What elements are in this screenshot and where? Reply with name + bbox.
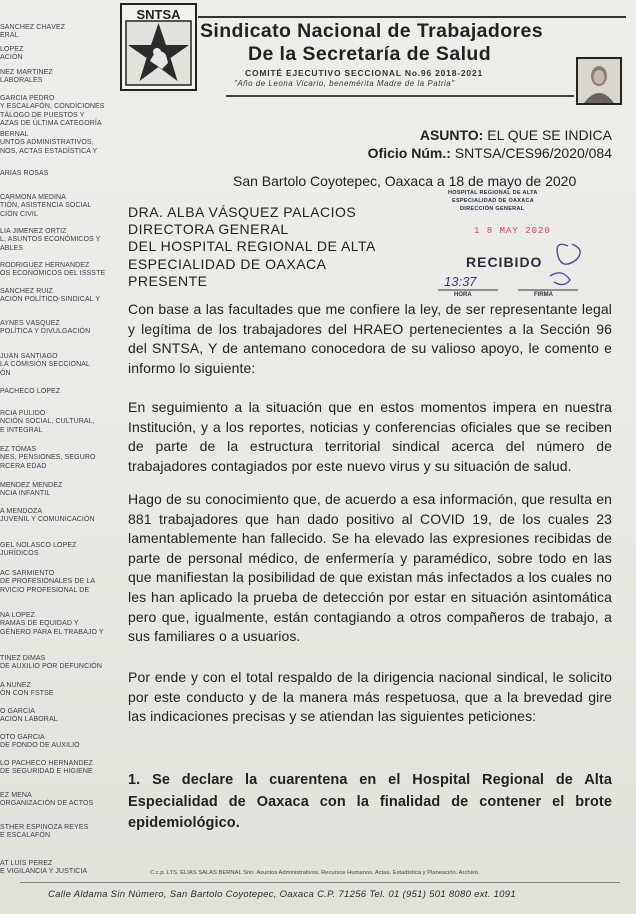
- side-name-entry: PACHECO LÓPEZ: [0, 388, 61, 395]
- side-name-entry: EZ MENA ORGANIZACIÓN DE ACTOS: [0, 792, 94, 808]
- paragraph-intro: Con base a las facultades que me confiere la ley, de ser representante legal y legítima de los trabajadores del HRAEO pertenecientes a la Sección 96 del SNTSA, Y de antemano conocedora de su valioso apoyo, le comento e informo lo siguiente:: [128, 301, 612, 376]
- side-name-entry: NEZ MARTÍNEZ LABORALES: [0, 69, 53, 85]
- side-name-entry: ARIAS ROSAS: [0, 170, 49, 177]
- side-name-entry: STHER ESPINOZA REYES E ESCALAFÓN: [0, 824, 89, 840]
- header-committee: COMITÉ EJECUTIVO SECCIONAL No.96 2018-2021: [245, 68, 483, 78]
- stamp-line2: ESPECIALIDAD DE OAXACA: [452, 198, 535, 204]
- header-title-line1: Sindicato Nacional de Trabajadores: [200, 20, 544, 42]
- side-name-entry: LO PACHECO HERNÁNDEZ DE SEGURIDAD E HIGIENE: [0, 760, 93, 776]
- stamp-firma-label: FIRMA: [534, 292, 553, 298]
- logo-text: SNTSA: [136, 7, 181, 22]
- addressee-block: [128, 204, 376, 290]
- asunto-label: ASUNTO:: [419, 127, 484, 143]
- portrait-icon: [578, 59, 620, 103]
- stamp-date: 1 8 MAY 2020: [474, 226, 551, 236]
- union-logo: [120, 3, 197, 91]
- addressee-line: PRESENTE: [128, 272, 208, 289]
- side-name-entry: AC SARMIENTO DE PROFESIONALES DE LA RVICIO PROFESIONAL DE: [0, 570, 96, 594]
- side-name-entry: GARCÍA PEDRO Y ESCALAFÓN, CONDICIONES TÁLOGO DE PUESTOS Y AZAS DE ÚLTIMA CATEGORÍA: [0, 95, 105, 128]
- portrait-photo: [576, 57, 622, 105]
- side-name-entry: A MENDOZA JUVENIL Y COMUNICACIÓN: [0, 508, 95, 524]
- side-name-entry: AT LUIS PÉREZ E VIGILANCIA Y JUSTICIA: [0, 860, 88, 876]
- side-name-entry: JUAN SANTIAGO LA COMISIÓN SECCIONAL ÓN: [0, 353, 91, 377]
- side-name-entry: NA LÓPEZ RAMAS DE EQUIDAD Y GÉNERO PARA EL TRABAJO Y: [0, 612, 104, 636]
- side-name-entry: SÁNCHEZ CHÁVEZ ERAL: [0, 24, 66, 40]
- paragraph-context: En seguimiento a la situación que en estos momentos impera en nuestra Institución, y a los reportes, noticias y conferencias oficiales que se reciben de parte de la estructura territorial sindical acerca del número de trabajadores contagiados por este nuevo virus y su situación de salud.: [128, 399, 612, 474]
- asunto-value: EL QUE SE INDICA: [487, 127, 612, 143]
- addressee-line: ESPECIALIDAD DE OAXACA: [128, 255, 327, 272]
- petition-item-1: 1. Se declare la cuarentena en el Hospital Regional de Alta Especialidad de Oaxaca con la finalidad de contener el brote epidemiológico.: [128, 772, 612, 831]
- side-name-entry: OTO GARCÍA DE FONDO DE AUXILIO: [0, 734, 80, 750]
- side-name-entry: GEL NOLASCO LÓPEZ JURÍDICOS: [0, 542, 77, 558]
- stamp-line3: DIRECCIÓN GENERAL: [460, 206, 525, 212]
- oficio-label: Oficio Núm.:: [367, 145, 451, 161]
- side-name-entry: MÉNDEZ MÉNDEZ NCIA INFANTIL: [0, 482, 63, 498]
- paragraph-report: Hago de su conocimiento que, de acuerdo a esa información, que resulta en 881 trabajadores que han dado positivo al COVID 19, de los cuales 23 lamentablemente han fallecido. Se ha elevado las expresiones recibidas de parte de personal médico, de enfermería y paramédico, sobre todo en las que manifiestan la posibilidad de que existan más infectados a los cuales no les han aplicado la prueba de detección por estar en situación asintomática pero que, igualmente, están contagiando a otros compañeros de trabajo, a sus familiares o a usuarios.: [128, 491, 612, 645]
- side-name-entry: RCÍA PULIDO NCIÓN SOCIAL, CULTURAL, E INTEGRAL: [0, 410, 95, 434]
- header-bottom-rule: [226, 95, 574, 97]
- stamp-time: 13:37: [444, 274, 477, 289]
- side-name-entry: EZ TOMÁS NES, PENSIONES, SEGURO RCERA EDAD: [0, 446, 96, 470]
- signature-scribble-icon: [418, 186, 598, 301]
- stamp-hora-label: HORA: [454, 292, 472, 298]
- side-name-entry: BERNAL UNTOS ADMINISTRATIVOS, NOS, ACTAS ESTADÍSTICA Y: [0, 131, 98, 155]
- side-name-entry: TÍNEZ DIMAS DE AUXILIO POR DEFUNCIÓN: [0, 655, 102, 671]
- oficio-value: SNTSA/CES96/2020/084: [454, 145, 612, 161]
- paragraph-request: Por ende y con el total respaldo de la dirigencia nacional sindical, le solicito por este conducto y de la manera más respetuosa, que a la brevedad gire las indicaciones precisas y se atiendan las siguientes peticiones:: [128, 669, 612, 725]
- place-date: San Bartolo Coyotepec, Oaxaca a 18 de mayo de 2020: [233, 173, 577, 189]
- addressee-line: DIRECTORA GENERAL: [128, 221, 289, 238]
- stamp-received: RECIBIDO: [466, 254, 543, 270]
- addressee-line: DRA. ALBA VÁSQUEZ PALACIOS: [128, 204, 357, 220]
- header-title-line2: De la Secretaría de Salud: [248, 43, 492, 65]
- addressee-line: DEL HOSPITAL REGIONAL DE ALTA: [128, 238, 376, 255]
- side-name-entry: A NÚÑEZ ÓN CON FSTSE: [0, 682, 54, 698]
- side-name-entry: O GARCÍA ACIÓN LABORAL: [0, 708, 58, 724]
- header-year-motto: "Año de Leona Vicario, benemérita Madre de la Patria": [234, 79, 455, 88]
- side-name-entry: RODRÍGUEZ HERNÁNDEZ OS ECONÓMICOS DEL ISSSTE: [0, 262, 106, 278]
- footer-address: Calle Aldama Sin Número, San Bartolo Coyotepec, Oaxaca C.P. 71256 Tel. 01 (951) 501 8080 ext. 1091: [48, 889, 516, 900]
- side-name-entry: LIA JIMÉNEZ ORTIZ L, ASUNTOS ECONÓMICOS Y ABLES: [0, 228, 101, 252]
- side-name-entry: LÓPEZ ACIÓN: [0, 46, 24, 62]
- side-name-entry: AYNES VÁSQUEZ POLÍTICA Y DIVULGACIÓN: [0, 320, 91, 336]
- stamp-line1: HOSPITAL REGIONAL DE ALTA: [448, 190, 538, 196]
- side-name-entry: CARMONA MEDINA TIÓN, ASISTENCIA SOCIAL CIÓN CIVIL: [0, 194, 92, 218]
- side-names-column: [0, 0, 112, 914]
- header-top-rule: [198, 16, 626, 18]
- subject-block: [368, 126, 612, 162]
- footer-cc: C.c.p. LTS. ELIAS SALAS BERNAL Srio. Asuntos Administrativos, Recursos Humanos, Actas, Estadística y Planeación. Archivo.: [150, 870, 480, 876]
- footer-rule: [20, 882, 620, 883]
- reception-stamp: [418, 186, 598, 301]
- side-name-entry: SÁNCHEZ RUIZ ACIÓN POLÍTICO-SINDICAL Y: [0, 288, 101, 304]
